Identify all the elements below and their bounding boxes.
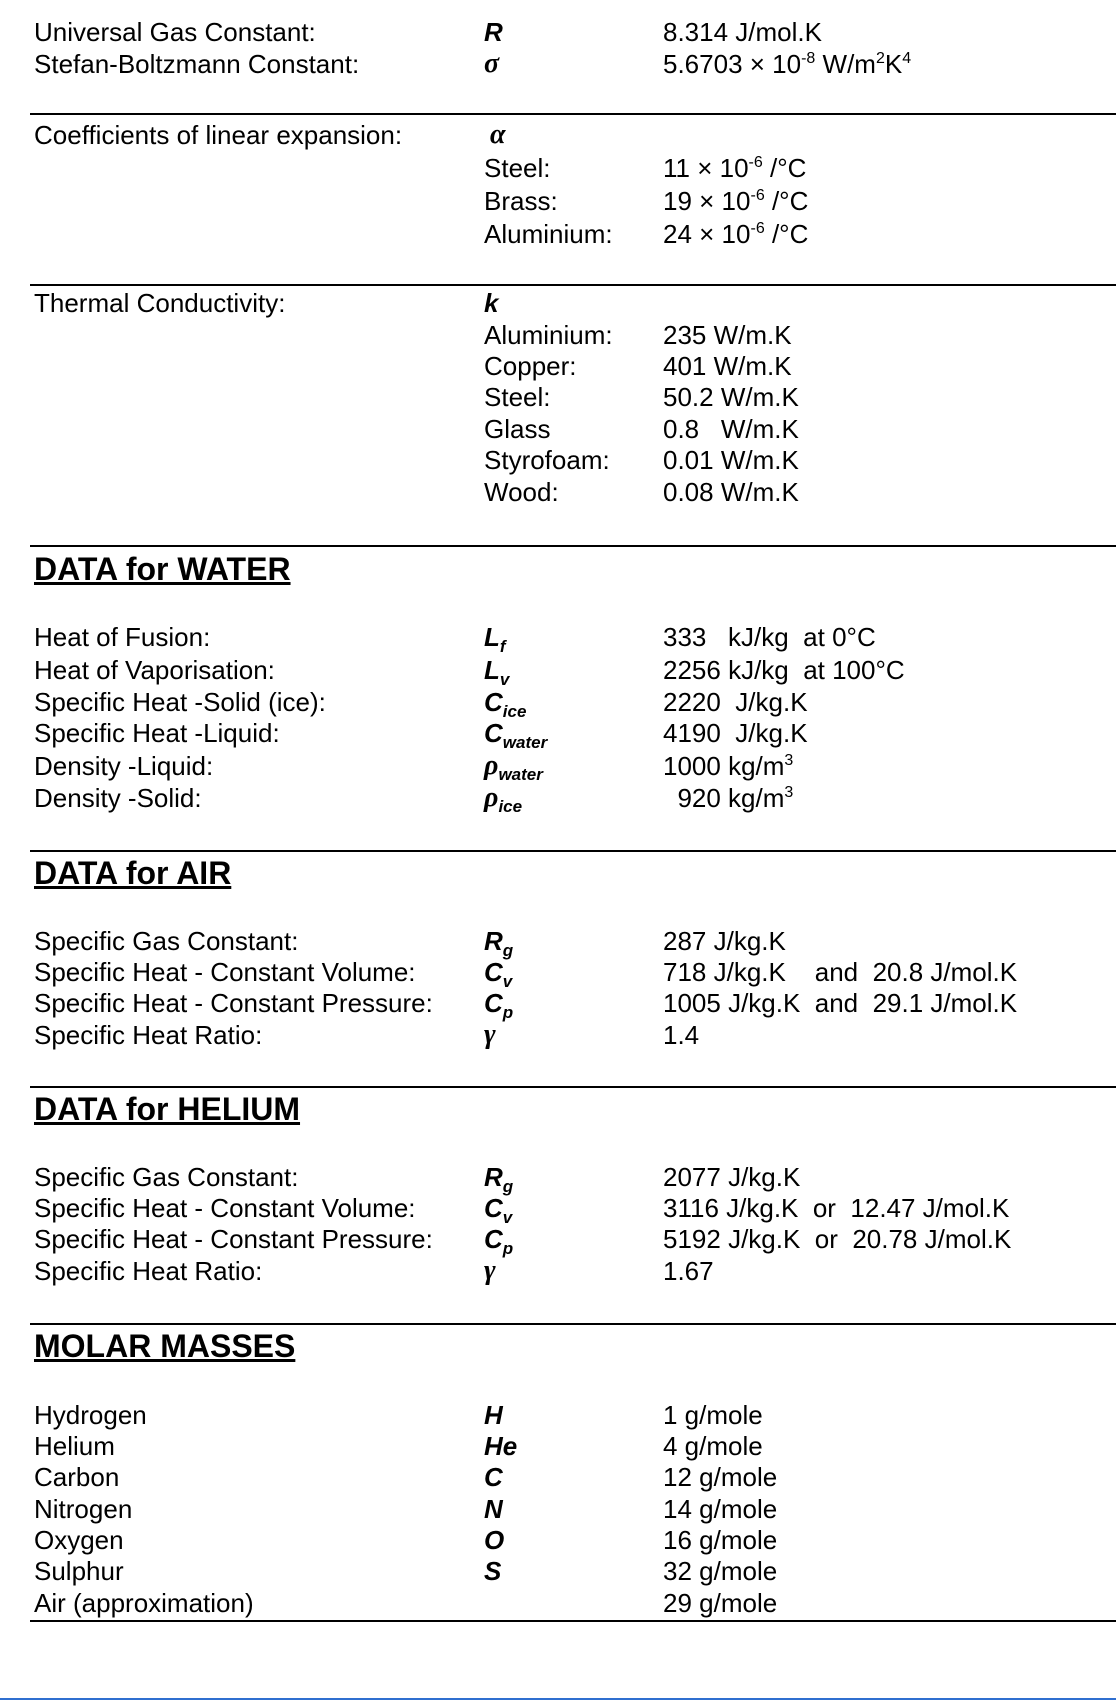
water-heading: DATA for WATER (34, 551, 291, 587)
row-symbol: $R_g$ (484, 926, 514, 960)
row-label: Specific Gas Constant: (34, 926, 299, 956)
row-symbol: $R_g$ (484, 1162, 514, 1196)
row-value: 920 $kg/m^3$ (663, 783, 794, 813)
molar-masses-heading: MOLAR MASSES (34, 1328, 296, 1364)
row-label: Specific Heat -Liquid: (34, 718, 280, 748)
row-label: Specific Heat -Solid (ice): (34, 687, 326, 717)
gas-constant-symbol: R (484, 17, 503, 47)
row-value: 1.4 (663, 1020, 700, 1050)
row-symbol: $C_p$ (484, 988, 514, 1022)
material-label: Copper: (484, 351, 577, 381)
element-symbol: O (484, 1525, 505, 1555)
element-symbol: H (484, 1400, 503, 1430)
stefan-boltzmann-value: $5.6703 \times 10^{-8}$ $W/m^2K^4$ (663, 49, 912, 79)
conductivity-value: 0.8 W/m.K (663, 414, 799, 444)
linear-expansion-symbol: α (490, 119, 506, 150)
row-label: Heat of Fusion: (34, 622, 211, 652)
row-value: 4190 J/kg.K (663, 718, 808, 748)
material-label: Steel: (484, 153, 551, 183)
expansion-value: $11 \times 10^{-6}$ /°C (663, 153, 807, 183)
row-label: Specific Heat - Constant Pressure: (34, 1224, 433, 1254)
element-symbol: He (484, 1431, 518, 1461)
row-label: Specific Heat Ratio: (34, 1256, 263, 1286)
row-value: 2077 J/kg.K (663, 1162, 801, 1192)
element-label: Helium (34, 1431, 115, 1461)
material-label: Glass (484, 414, 551, 444)
element-label: Air (approximation) (34, 1588, 254, 1618)
divider (30, 1323, 1116, 1325)
material-label: Aluminium: (484, 320, 613, 350)
element-label: Oxygen (34, 1525, 124, 1555)
row-value: 1000 $kg/m^3$ (663, 751, 794, 781)
gas-constant-label: Universal Gas Constant: (34, 17, 316, 47)
row-value: 333 kJ/kg at 0°C (663, 622, 876, 652)
material-label: Wood: (484, 477, 559, 507)
row-label: Density -Solid: (34, 783, 202, 813)
molar-mass-value: 16 g/mole (663, 1525, 778, 1555)
molar-mass-value: 1 g/mole (663, 1400, 763, 1430)
molar-mass-value: 32 g/mole (663, 1556, 778, 1586)
element-label: Hydrogen (34, 1400, 147, 1430)
row-symbol: γ (484, 1019, 496, 1050)
row-symbol: $C_v$ (484, 1193, 513, 1227)
material-label: Styrofoam: (484, 445, 610, 475)
row-symbol: γ (484, 1255, 496, 1286)
thermal-conductivity-label: Thermal Conductivity: (34, 288, 286, 318)
row-label: Specific Gas Constant: (34, 1162, 299, 1192)
divider (30, 1086, 1116, 1088)
element-label: Sulphur (34, 1556, 124, 1586)
row-symbol: $\rho_{ice}$ (484, 782, 523, 816)
divider (30, 113, 1116, 115)
row-label: Specific Heat - Constant Pressure: (34, 988, 433, 1018)
expansion-value: $24 \times 10^{-6}$ /°C (663, 219, 809, 249)
expansion-value: $19 \times 10^{-6}$ /°C (663, 186, 809, 216)
row-symbol: $C_{water}$ (484, 718, 548, 752)
gas-constant-value: 8.314 J/mol.K (663, 17, 822, 47)
element-symbol: C (484, 1462, 503, 1492)
row-value: 287 J/kg.K (663, 926, 786, 956)
helium-heading: DATA for HELIUM (34, 1091, 301, 1127)
row-symbol: $L_v$ (484, 655, 510, 689)
divider (30, 545, 1116, 547)
row-value: 2220 J/kg.K (663, 687, 808, 717)
element-label: Nitrogen (34, 1494, 133, 1524)
row-value: 1005 J/kg.K and 29.1 J/mol.K (663, 988, 1018, 1018)
material-label: Steel: (484, 382, 551, 412)
row-value: 1.67 (663, 1256, 714, 1286)
conductivity-value: 0.01 W/m.K (663, 445, 799, 475)
row-value: 3116 J/kg.K or 12.47 J/mol.K (663, 1193, 1010, 1223)
row-symbol: $L_f$ (484, 622, 506, 656)
row-symbol: $C_{ice}$ (484, 687, 527, 721)
stefan-boltzmann-label: Stefan-Boltzmann Constant: (34, 49, 360, 79)
thermal-conductivity-symbol: k (484, 288, 499, 318)
row-label: Specific Heat - Constant Volume: (34, 957, 416, 987)
footer-bar (0, 1698, 1116, 1700)
conductivity-value: 235 W/m.K (663, 320, 792, 350)
linear-expansion-label: Coefficients of linear expansion: (34, 120, 403, 150)
molar-mass-value: 4 g/mole (663, 1431, 763, 1461)
row-symbol: $C_p$ (484, 1224, 514, 1258)
row-symbol: $C_v$ (484, 957, 513, 991)
element-symbol: N (484, 1494, 503, 1524)
stefan-boltzmann-symbol: σ (484, 48, 500, 79)
molar-mass-value: 12 g/mole (663, 1462, 778, 1492)
air-heading: DATA for AIR (34, 855, 232, 891)
row-value: 5192 J/kg.K or 20.78 J/mol.K (663, 1224, 1012, 1254)
conductivity-value: 0.08 W/m.K (663, 477, 799, 507)
divider (30, 284, 1116, 286)
row-value: 2256 kJ/kg at 100°C (663, 655, 905, 685)
conductivity-value: 50.2 W/m.K (663, 382, 799, 412)
molar-mass-value: 14 g/mole (663, 1494, 778, 1524)
conductivity-value: 401 W/m.K (663, 351, 792, 381)
divider (30, 1620, 1116, 1622)
material-label: Brass: (484, 186, 558, 216)
row-label: Specific Heat Ratio: (34, 1020, 263, 1050)
element-label: Carbon (34, 1462, 120, 1492)
element-symbol: S (484, 1556, 502, 1586)
row-label: Density -Liquid: (34, 751, 214, 781)
row-label: Specific Heat - Constant Volume: (34, 1193, 416, 1223)
material-label: Aluminium: (484, 219, 613, 249)
row-symbol: $\rho_{water}$ (484, 750, 543, 784)
divider (30, 850, 1116, 852)
molar-mass-value: 29 g/mole (663, 1588, 778, 1618)
row-label: Heat of Vaporisation: (34, 655, 275, 685)
row-value: 718 J/kg.K and 20.8 J/mol.K (663, 957, 1018, 987)
